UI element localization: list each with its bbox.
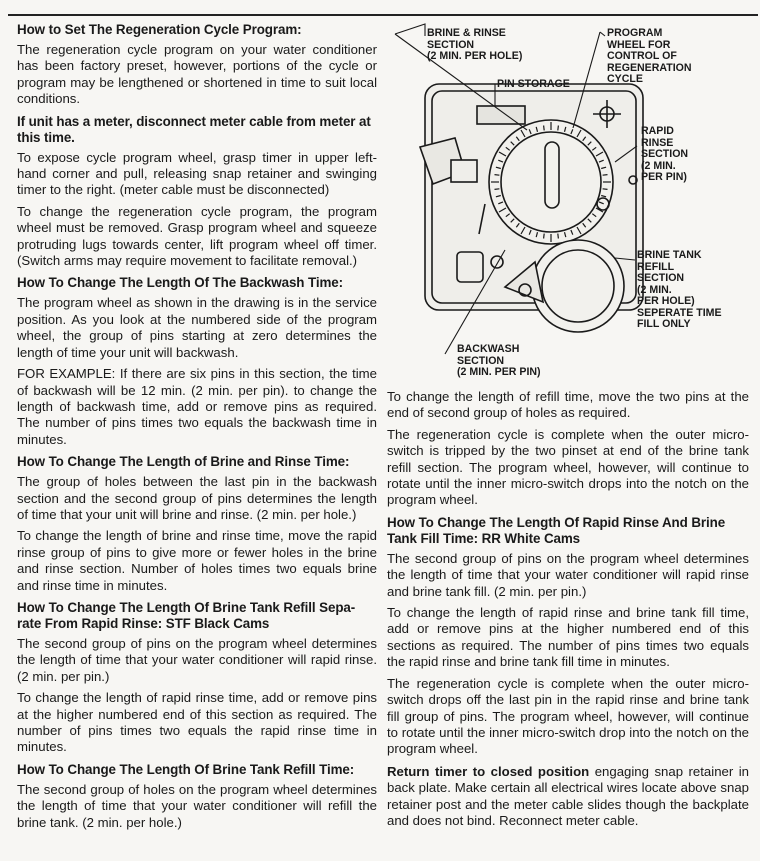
paragraph: To change the regeneration cycle program, the program wheel must be removed. Grasp program wheel and squeeze protruding lugs towards center, lift program wheel off timer. (Switch arms may require movement to facilitate removal.) (17, 203, 377, 269)
paragraph: To change the length of refill time, move the two pins at the end of second group of holes as required. (387, 389, 749, 421)
closing-bold: Return timer to closed position (387, 763, 590, 779)
paragraph: To change the length of rapid rinse and brine tank fill time, add or remove pins at the higher numbered end of this sections as required. The number of pins times two equals the rapid rinse and brine tank fill time in minutes. (387, 605, 749, 670)
top-rule (8, 14, 758, 16)
section (17, 454, 377, 594)
label-brine-tank-refill: BRINE TANK REFILL SECTION (2 MIN. PER HOLE) SEPERATE TIME FILL ONLY (637, 249, 722, 330)
paragraph: The group of holes between the last pin in the backwash section and the second group of pins determines the length of time that your unit will brine and rinse. (2 min. per hole.) (17, 474, 377, 522)
section-heading: If unit has a meter, disconnect meter cable from meter at this time. (17, 113, 371, 145)
paragraph: The program wheel as shown in the drawing is in the service position. As you look at the numbered side of the program wheel, the group of pins starting at zero determines the length of time your unit will backwash. (17, 295, 377, 360)
section (17, 600, 377, 756)
label-rapid-rinse: RAPID RINSE SECTION (2 MIN. PER PIN) (641, 125, 689, 183)
closing-paragraph (387, 764, 749, 830)
label-backwash: BACKWASH SECTION (2 MIN. PER PIN) (457, 343, 541, 378)
section (17, 114, 377, 270)
label-brine-rinse: BRINE & RINSE SECTION (2 MIN. PER HOLE) (427, 27, 523, 62)
paragraph: To change the length of brine and rinse time, move the rapid rinse group of pins to give more or fewer holes in the brine and rinse section. Number of holes times two equals brine and rinse time in minutes. (17, 528, 377, 593)
paragraph: The regeneration cycle program on your water conditioner has been factory preset, however, portions of the cycle or program may be lengthened or shortened in time to suit local conditions. (17, 42, 377, 107)
section-heading: How To Change The Length Of Rapid Rinse And Brine Tank Fill Time: RR White Cams (387, 514, 726, 546)
section (17, 275, 377, 448)
section-heading: How to Set The Regeneration Cycle Program: (17, 22, 302, 37)
section-heading: How To Change The Length Of Brine Tank Refill Time: (17, 761, 355, 777)
paragraph: The regeneration cycle is complete when the outer micro-switch drops off the last pin in the rapid rinse and brine tank fill group of pins. The program wheel, however, will continue to rotate until the inner micro-switch drop into the notch on the program wheel. (387, 675, 749, 757)
section-heading: How To Change The Length Of The Backwash Time: (17, 275, 343, 291)
paragraph: The second group of pins on the program wheel determines the length of time that your water conditioner will rapid rinse and brine tank fill. (2 min. per pin.) (387, 550, 749, 599)
section (17, 762, 377, 831)
section-heading: How To Change The Length of Brine and Rinse Time: (17, 454, 350, 470)
paragraph: The second group of pins on the program wheel determines the length of time that your water conditioner will rapid rinse. (2 min. per pin.) (17, 635, 377, 684)
paragraph: To expose cycle program wheel, grasp timer in upper left-hand corner and pull, releasing snap retainer and swinging timer to the right. (meter cable must be disconnected) (17, 149, 377, 198)
label-program-wheel: PROGRAM WHEEL FOR CONTROL OF REGENERATION CYCLE (607, 27, 692, 85)
section-heading: How To Change The Length Of Brine Tank Refill Sepa-rate From Rapid Rinse: STF Black Cams (17, 599, 356, 631)
section (17, 22, 377, 108)
section (387, 389, 749, 509)
label-pin-storage: PIN STORAGE (497, 78, 570, 90)
paragraph: The second group of holes on the program wheel determines the length of time that your water conditioner will refill the brine tank. (2 min. per hole.) (17, 781, 377, 830)
right-column (387, 389, 749, 834)
paragraph: FOR EXAMPLE: If there are six pins in this section, the time of backwash will be 12 min. (2 min. per pin). to change the length of backwash time, add or remove pins as required. The number of pins times two equals the backwash time in minutes. (17, 366, 377, 447)
paragraph: The regeneration cycle is complete when the outer micro-switch is tripped by the two pinset at end of the brine tank refill section. The program wheel, however, will continue to rotate until the inner micro-switch drops into the notch on the program wheel. (387, 426, 749, 508)
paragraph: To change the length of rapid rinse time, add or remove pins at the higher numbered end of this section as required. The number of pins times two equals the rapid rinse time in minutes. (17, 690, 377, 755)
timer-diagram (385, 22, 757, 382)
closing-text: engaging snap retainer in back plate. Make certain all electrical wires locate above snap retainer post and the meter cable slides though the backplate and does not bind. Reconnect meter cable. (387, 763, 749, 828)
left-column (17, 22, 377, 837)
section (387, 515, 749, 758)
